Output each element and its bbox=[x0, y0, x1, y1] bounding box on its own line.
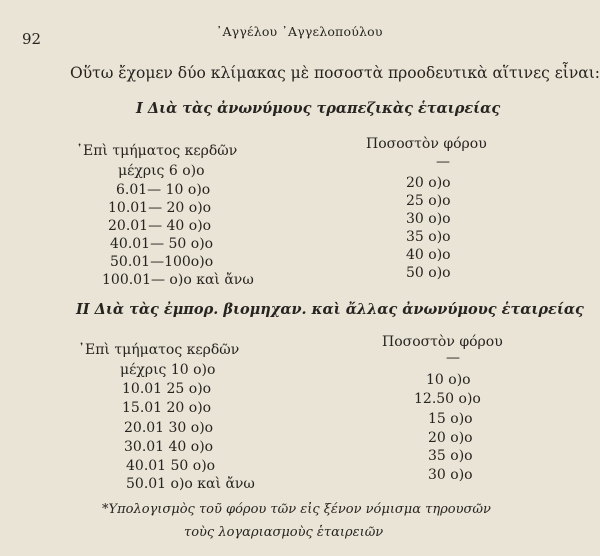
intro-paragraph: Οὕτω ἔχομεν δύο κλίμακας μὲ ποσοστὰ προοδευτικὰ αἵτινες εἶναι: bbox=[70, 64, 600, 82]
table1-rate: 30 ο)ο bbox=[406, 211, 451, 227]
table2-rate: 10 ο)ο bbox=[426, 372, 471, 388]
table2-col-left: ᾿Επὶ τμήματος κερδῶν bbox=[78, 342, 240, 358]
table2-row: μέχρις 10 ο)ο bbox=[120, 362, 216, 378]
running-title: ᾿Αγγέλου ᾿Αγγελοπούλου bbox=[216, 24, 383, 39]
table1-row: 20.01— 40 ο)ο bbox=[108, 218, 212, 234]
table2-rate: 12.50 ο)ο bbox=[414, 391, 481, 407]
table2-rate: 30 ο)ο bbox=[428, 467, 473, 483]
table1-rate: 20 ο)ο bbox=[406, 175, 451, 191]
table2-dash: — bbox=[446, 350, 460, 366]
table1-rate: 50 ο)ο bbox=[406, 265, 451, 281]
table1-row: 100.01— ο)ο καὶ ἄνω bbox=[102, 272, 254, 288]
table1-row: 6.01— 10 ο)ο bbox=[116, 182, 211, 198]
table2-row: 10.01 25 ο)ο bbox=[122, 381, 212, 397]
table1-row: 10.01— 20 ο)ο bbox=[108, 200, 212, 216]
table1-rate: 25 ο)ο bbox=[406, 193, 451, 209]
table2-row: 50.01 ο)ο καὶ ἄνω bbox=[126, 476, 255, 492]
table2-row: 30.01 40 ο)ο bbox=[124, 439, 214, 455]
table2-row: 40.01 50 ο)ο bbox=[126, 458, 216, 474]
table2-row: 20.01 30 ο)ο bbox=[124, 420, 214, 436]
table1-col-left: ᾿Επὶ τμήματος κερδῶν bbox=[76, 143, 238, 159]
table1-row: μέχρις 6 ο)ο bbox=[118, 163, 205, 179]
page-number: 92 bbox=[22, 30, 42, 48]
table2-rate: 35 ο)ο bbox=[428, 448, 473, 464]
table2-title: ΙΙ Διὰ τὰς ἐμπορ. βιομηχαν. καὶ ἄλλας ἀνωνύμους ἑταιρείας bbox=[76, 301, 584, 318]
table1-dash: — bbox=[436, 154, 450, 170]
table1-rate: 35 ο)ο bbox=[406, 229, 451, 245]
footnote-line-2: τοὺς λογαριασμοὺς ἑταιρειῶν bbox=[184, 525, 384, 540]
footnote-line-1: *Υπολογισμὸς τοῦ φόρου τῶν εἰς ξένον νόμισμα τηρουσῶν bbox=[102, 502, 491, 517]
table1-title: Ι Διὰ τὰς ἀνωνύμους τραπεζικὰς ἑταιρείας bbox=[136, 100, 501, 117]
table1-rate: 40 ο)ο bbox=[406, 247, 451, 263]
table1-row: 50.01—100ο)ο bbox=[110, 254, 214, 270]
table2-rate: 15 ο)ο bbox=[428, 411, 473, 427]
table1-col-right: Ποσοστὸν φόρου bbox=[366, 136, 487, 152]
table1-row: 40.01— 50 ο)ο bbox=[110, 236, 214, 252]
table2-col-right: Ποσοστὸν φόρου bbox=[382, 334, 503, 350]
table2-rate: 20 ο)ο bbox=[428, 430, 473, 446]
table2-row: 15.01 20 ο)ο bbox=[122, 400, 212, 416]
